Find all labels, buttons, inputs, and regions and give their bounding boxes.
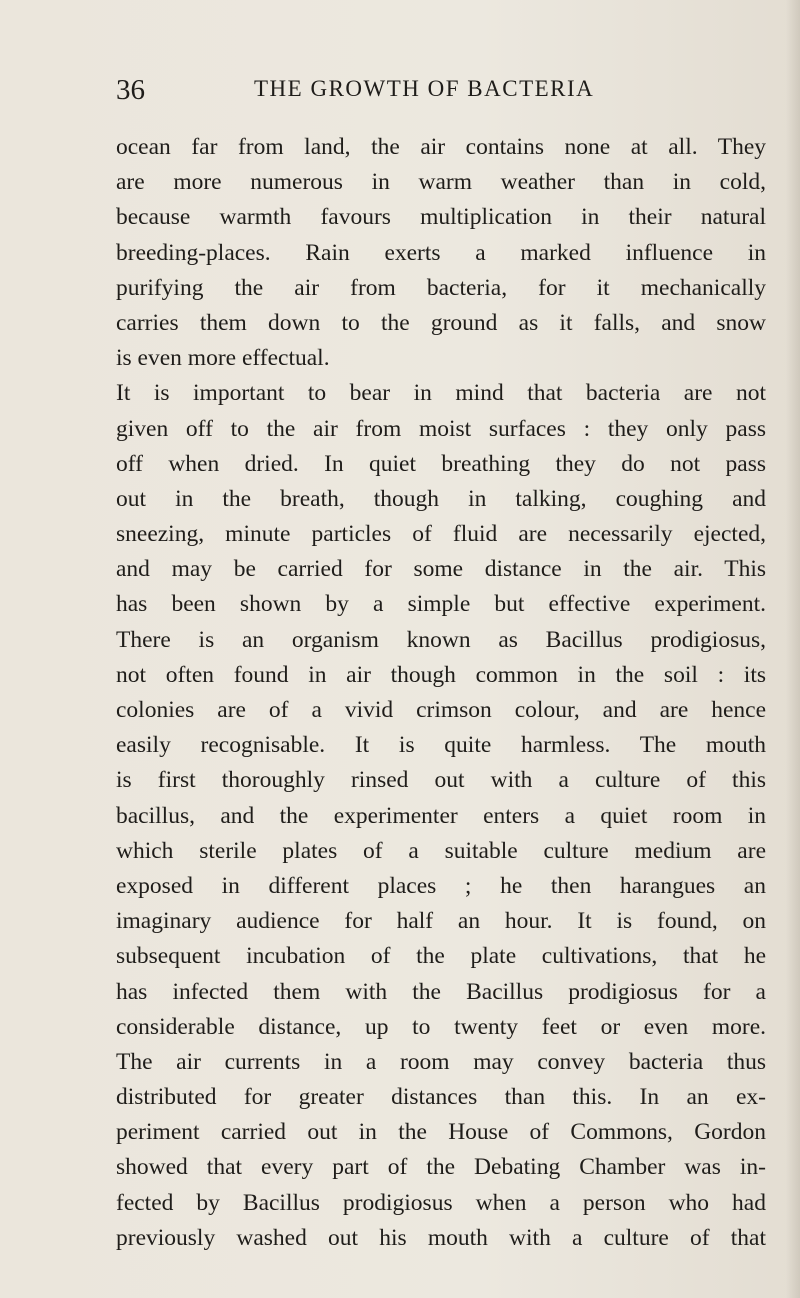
text-line: subsequent incubation of the plate cultivations, that he <box>116 943 766 970</box>
text-line: There is an organism known as Bacillus prodigiosus, <box>116 626 766 653</box>
body-text <box>116 130 766 1256</box>
page-number: 36 <box>116 74 145 106</box>
text-line: considerable distance, up to twenty feet or even more. <box>116 1013 766 1040</box>
text-line: carries them down to the ground as it falls, and snow <box>116 309 766 336</box>
running-head: THE GROWTH OF BACTERIA <box>254 76 595 101</box>
text-line: are more numerous in warm weather than in cold, <box>116 169 766 196</box>
page-header <box>116 74 766 114</box>
text-line: sneezing, minute particles of fluid are necessarily ejected, <box>116 521 766 548</box>
text-line: previously washed out his mouth with a culture of that <box>116 1224 766 1251</box>
text-line: and may be carried for some distance in the air. This <box>116 556 766 583</box>
text-line: is first thoroughly rinsed out with a culture of this <box>116 767 766 794</box>
text-line: because warmth favours multiplication in their natural <box>116 204 766 231</box>
text-line: bacillus, and the experimenter enters a quiet room in <box>116 802 766 829</box>
text-line: easily recognisable. It is quite harmless. The mouth <box>116 732 766 759</box>
text-line: It is important to bear in mind that bacteria are not <box>116 380 766 407</box>
text-line: is even more effectual. <box>116 345 330 372</box>
text-line: purifying the air from bacteria, for it mechanically <box>116 274 766 301</box>
text-line: imaginary audience for half an hour. It is found, on <box>116 908 766 935</box>
text-line: ocean far from land, the air contains none at all. They <box>116 134 766 160</box>
text-line: distributed for greater distances than this. In an ex- <box>116 1084 766 1111</box>
text-line: off when dried. In quiet breathing they do not pass <box>116 450 766 477</box>
text-line: has been shown by a simple but effective experiment. <box>116 591 766 618</box>
text-line: breeding-places. Rain exerts a marked influence in <box>116 239 766 266</box>
text-line: has infected them with the Bacillus prodigiosus for a <box>116 978 766 1005</box>
text-line: showed that every part of the Debating Chamber was in- <box>116 1154 766 1181</box>
text-line: not often found in air though common in the soil : its <box>116 661 766 688</box>
text-line: colonies are of a vivid crimson colour, and are hence <box>116 697 766 723</box>
page-edge-shadow <box>786 0 800 1298</box>
text-line: out in the breath, though in talking, coughing and <box>116 485 766 512</box>
text-line: fected by Bacillus prodigiosus when a person who had <box>116 1189 766 1216</box>
text-line: periment carried out in the House of Commons, Gordon <box>116 1119 766 1146</box>
text-line: which sterile plates of a suitable culture medium are <box>116 837 766 864</box>
text-line: The air currents in a room may convey bacteria thus <box>116 1048 766 1075</box>
text-line: exposed in different places ; he then harangues an <box>116 872 766 899</box>
text-line: given off to the air from moist surfaces : they only pass <box>116 415 766 442</box>
